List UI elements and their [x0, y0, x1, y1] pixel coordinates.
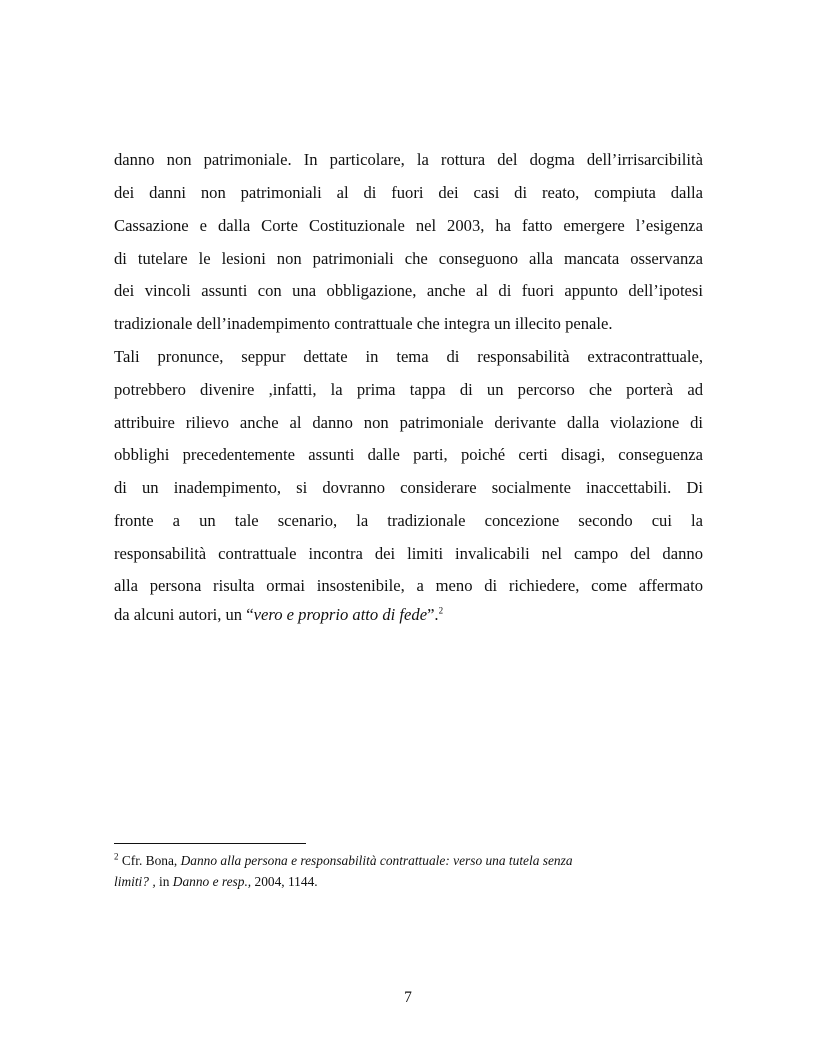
- footnote-separator: [114, 843, 306, 844]
- footnote-ref[interactable]: 2: [438, 605, 444, 616]
- body-line: obblighi precedentemente assunti dalle parti, poiché certi disagi, conseguenza: [114, 445, 703, 464]
- body-line: Cassazione e dalla Corte Costituzionale nel 2003, ha fatto emergere l’esigenza: [114, 216, 703, 235]
- body-line: potrebbero divenire ,infatti, la prima tappa di un percorso che porterà ad: [114, 380, 703, 399]
- body-line: Tali pronunce, seppur dettate in tema di responsabilità extracontrattuale,: [114, 347, 703, 366]
- body-line: dei danni non patrimoniali al di fuori dei casi di reato, compiuta dalla: [114, 183, 703, 202]
- footnote-title-cont: limiti? ,: [114, 874, 156, 889]
- body-line: dei vincoli assunti con una obbligazione, anche al di fuori appunto dell’ipotesi: [114, 281, 703, 300]
- footnote-citation: 2004, 1144.: [251, 874, 318, 889]
- footnote-mid: in: [155, 874, 173, 889]
- footnote-number: 2: [114, 851, 119, 862]
- quoted-phrase: vero e proprio atto di fede: [253, 605, 428, 624]
- last-line-suffix: ”.: [427, 605, 439, 624]
- footnote-journal: Danno e resp.,: [172, 874, 252, 889]
- body-line: di un inadempimento, si dovranno considerare socialmente inaccettabili. Di: [114, 478, 703, 497]
- footnote-line: [114, 852, 703, 870]
- footnote-line: [114, 873, 703, 891]
- footnote-prefix: Cfr. Bona,: [118, 853, 181, 868]
- body-line: di tutelare le lesioni non patrimoniali che conseguono alla mancata osservanza: [114, 249, 703, 268]
- footnote-title: Danno alla persona e responsabilità contrattuale: verso una tutela senza: [180, 853, 573, 868]
- body-last-line: [114, 605, 703, 625]
- body-line: alla persona risulta ormai insostenibile, a meno di richiedere, come affermato: [114, 576, 703, 595]
- body-line: attribuire rilievo anche al danno non patrimoniale derivante dalla violazione di: [114, 413, 703, 432]
- body-line: fronte a un tale scenario, la tradizionale concezione secondo cui la: [114, 511, 703, 530]
- last-line-prefix: da alcuni autori, un “: [114, 605, 254, 624]
- body-line: danno non patrimoniale. In particolare, la rottura del dogma dell’irrisarcibilità: [114, 150, 703, 169]
- body-line: tradizionale dell’inadempimento contrattuale che integra un illecito penale.: [114, 314, 613, 333]
- page-number: 7: [404, 989, 412, 1006]
- body-line: responsabilità contrattuale incontra dei limiti invalicabili nel campo del danno: [114, 544, 703, 563]
